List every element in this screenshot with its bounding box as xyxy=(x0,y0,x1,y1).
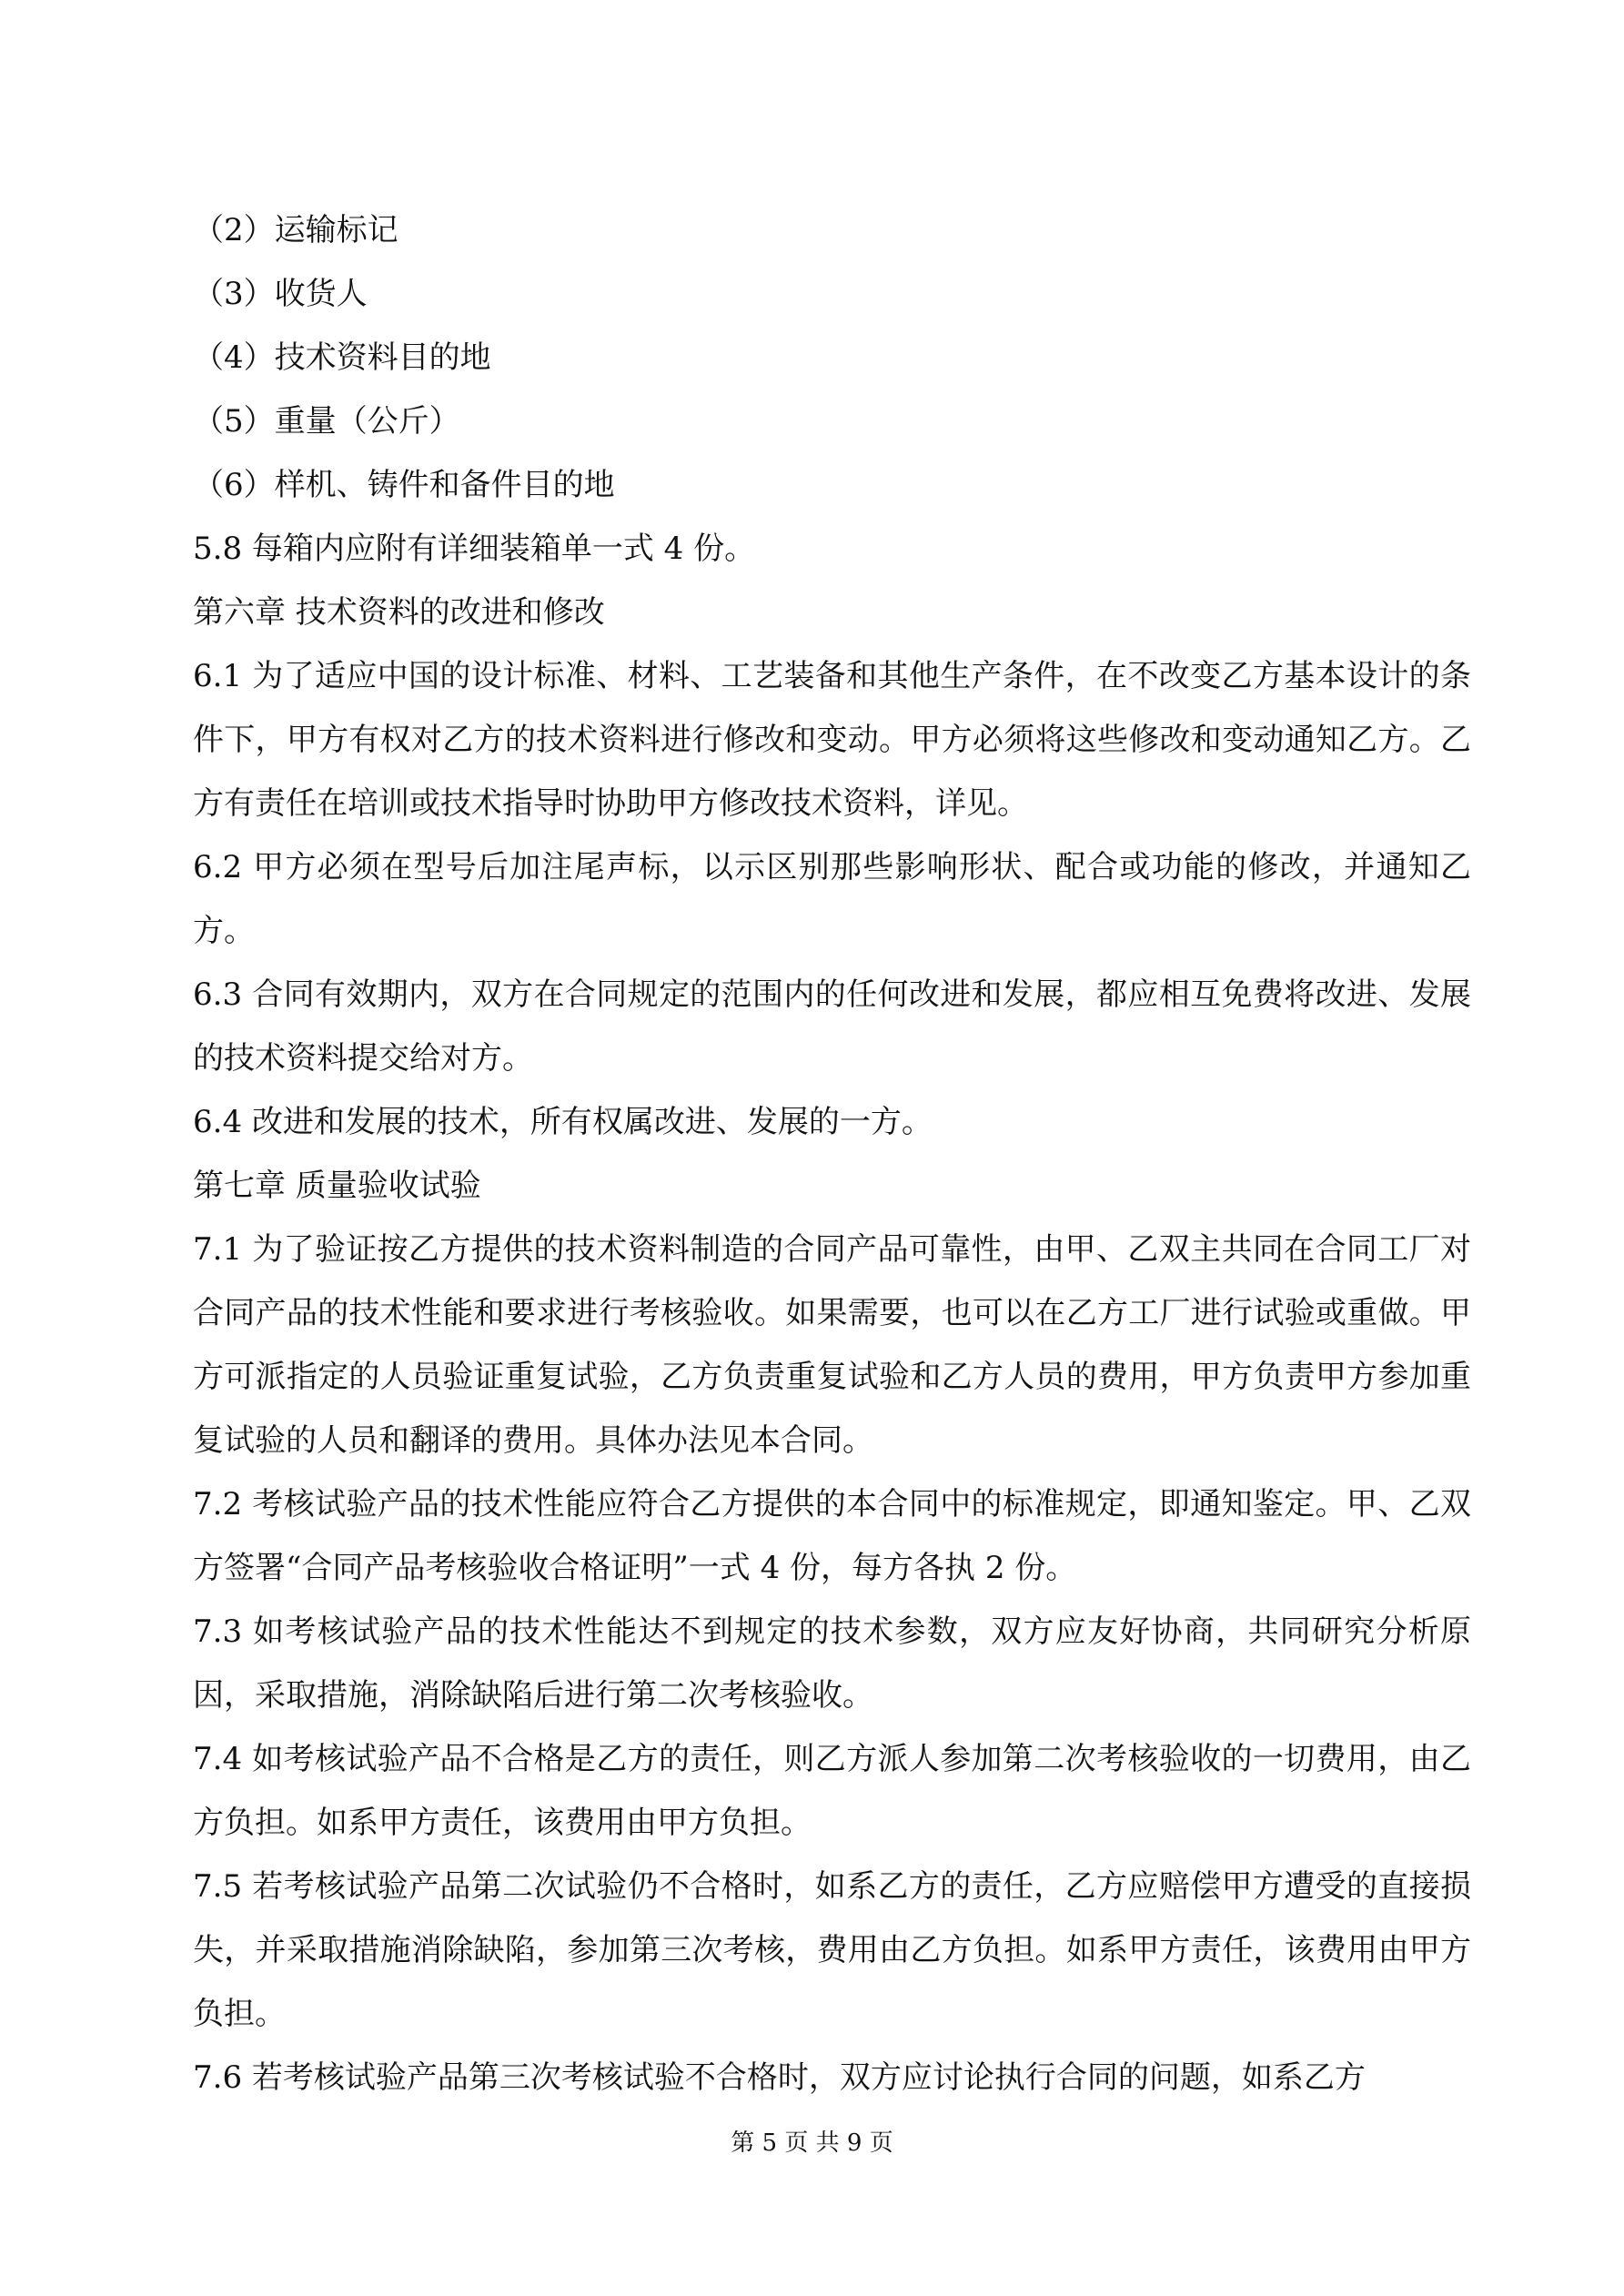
list-item-transport-mark: （2）运输标记 xyxy=(193,212,398,248)
chapter-6-heading: 第六章 技术资料的改进和修改 xyxy=(193,594,605,631)
clause-7-2: 7.2 考核试验产品的技术性能应符合乙方提供的本合同中的标准规定，即通知鉴定。甲、乙双方签署“合同产品考核验收合格证明”一式 4 份，每方各执 2 份。 xyxy=(193,1486,1471,1586)
list-item-sample-destination: （6）样机、铸件和备件目的地 xyxy=(193,467,615,503)
page-number-footer: 第 5 页 共 9 页 xyxy=(731,2129,893,2157)
clause-6-3: 6.3 合同有效期内，双方在合同规定的范围内的任何改进和发展，都应相互免费将改进、发展的技术资料提交给对方。 xyxy=(193,976,1471,1077)
clause-7-4: 7.4 如考核试验产品不合格是乙方的责任，则乙方派人参加第二次考核验收的一切费用，由乙方负担。如系甲方责任，该费用由甲方负担。 xyxy=(193,1741,1471,1841)
list-item-tech-doc-destination: （4）技术资料目的地 xyxy=(193,339,491,376)
clause-7-5: 7.5 若考核试验产品第二次试验仍不合格时，如系乙方的责任，乙方应赔偿甲方遭受的直接损失，并采取措施消除缺陷，参加第三次考核，费用由乙方负担。如系甲方责任，该费用由甲方负担。 xyxy=(193,1868,1471,2032)
document-body xyxy=(193,198,1471,2109)
clause-7-6: 7.6 若考核试验产品第三次考核试验不合格时，双方应讨论执行合同的问题，如系乙方 xyxy=(193,2059,1366,2096)
chapter-7-heading: 第七章 质量验收试验 xyxy=(193,1168,481,1204)
clause-6-2: 6.2 甲方必须在型号后加注尾声标，以示区别那些影响形状、配合或功能的修改，并通知乙方。 xyxy=(193,849,1471,949)
clause-7-3: 7.3 如考核试验产品的技术性能达不到规定的技术参数，双方应友好协商，共同研究分析原因，采取措施，消除缺陷后进行第二次考核验收。 xyxy=(193,1613,1471,1714)
list-item-consignee: （3）收货人 xyxy=(193,276,368,312)
clause-5-8: 5.8 每箱内应附有详细装箱单一式 4 份。 xyxy=(193,531,756,567)
clause-7-1: 7.1 为了验证按乙方提供的技术资料制造的合同产品可靠性，由甲、乙双主共同在合同工厂对合同产品的技术性能和要求进行考核验收。如果需要，也可以在乙方工厂进行试验或重做。甲方可派指定的人员验证重复试验，乙方负责重复试验和乙方人员的费用，甲方负责甲方参加重复试验的人员和翻译的费用。具体办法见本合同。 xyxy=(193,1231,1471,1459)
clause-6-4: 6.4 改进和发展的技术，所有权属改进、发展的一方。 xyxy=(193,1104,933,1140)
list-item-weight: （5）重量（公斤） xyxy=(193,403,460,440)
clause-6-1: 6.1 为了适应中国的设计标准、材料、工艺装备和其他生产条件，在不改变乙方基本设计的条件下，甲方有权对乙方的技术资料进行修改和变动。甲方必须将这些修改和变动通知乙方。乙方有责任在培训或技术指导时协助甲方修改技术资料，详见。 xyxy=(193,658,1471,822)
